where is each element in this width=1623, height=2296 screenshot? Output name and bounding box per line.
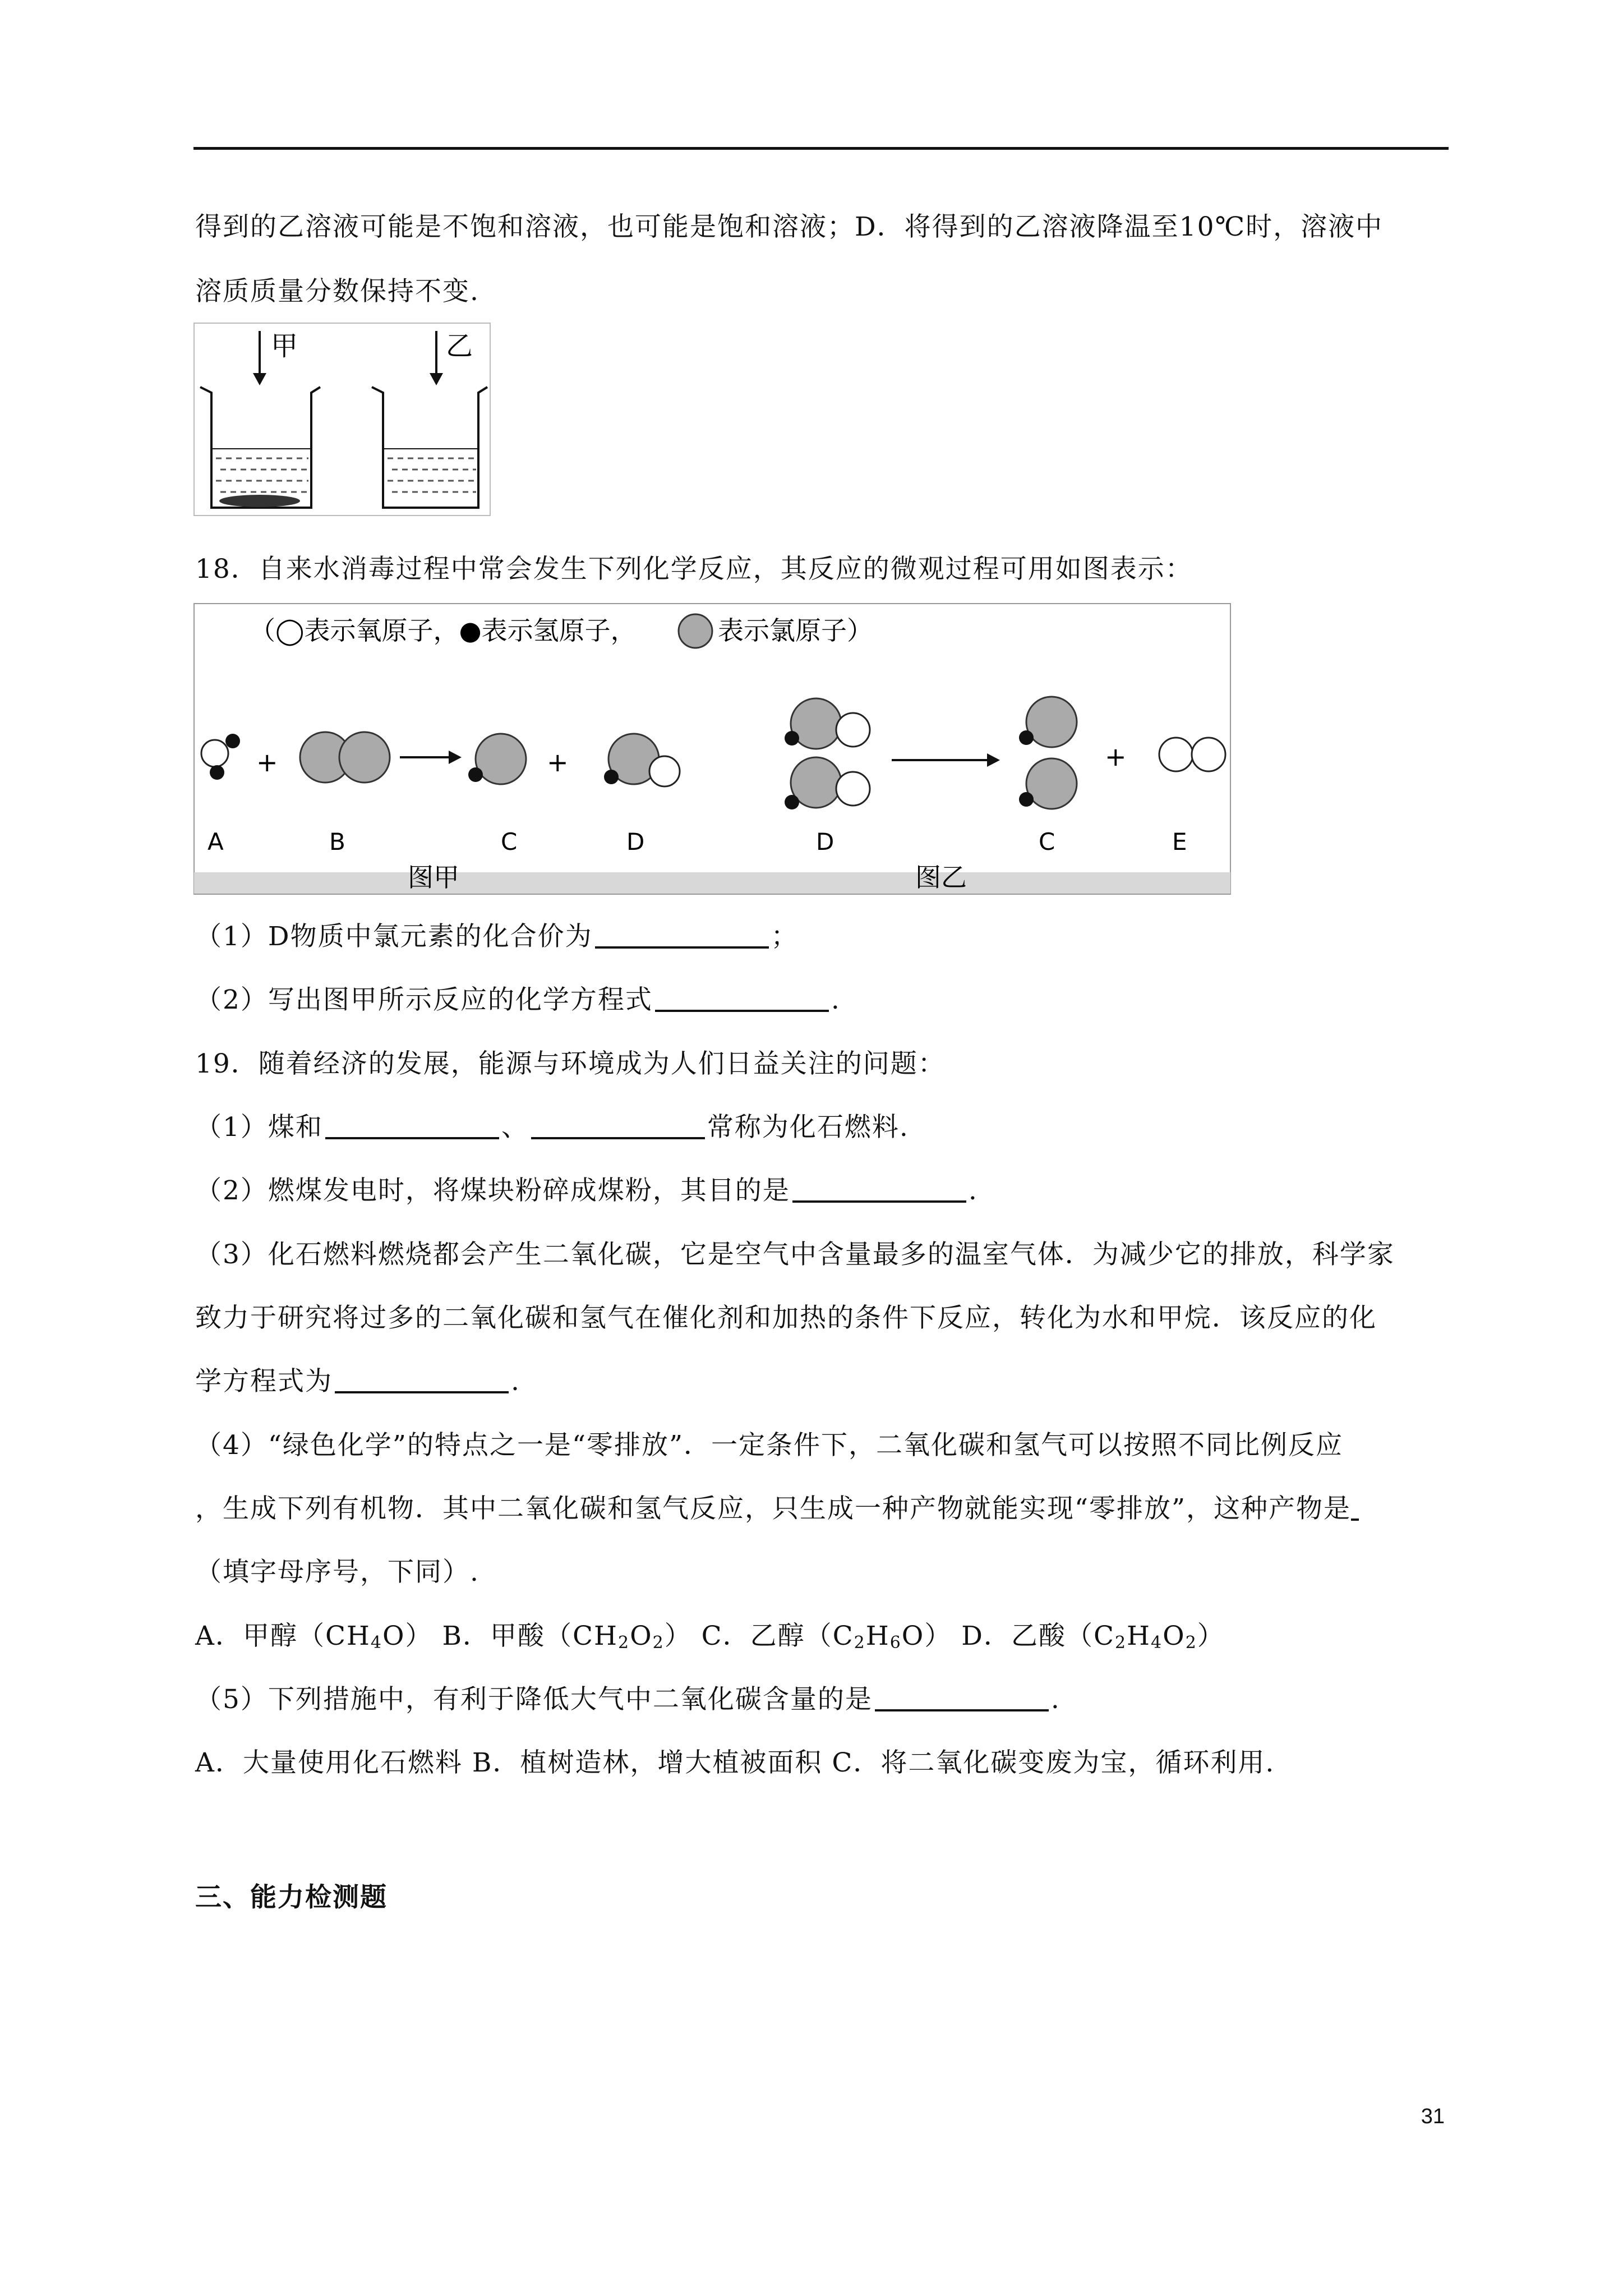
molecule-D-top (785, 698, 870, 749)
beaker-label-left: 甲 (271, 330, 298, 362)
molecule-E (1159, 738, 1225, 771)
q19-stem: 19．随着经济的发展，能源与环境成为人们日益关注的问题： (195, 1048, 946, 1079)
q19-sub4-line1: （4）“绿色化学”的特点之一是“零排放”．一定条件下，二氧化碳和氢气可以按照不同比例反应 (195, 1430, 1344, 1461)
svg-text:D: D (816, 828, 834, 855)
beaker-left (200, 387, 320, 508)
beaker-label-right: 乙 (446, 330, 473, 362)
q18-sub1: （1）D物质中氯元素的化合价为 ； (195, 921, 799, 952)
caption-fig-a: 图甲 (408, 862, 459, 892)
molecule-A (201, 734, 240, 780)
answer-blank[interactable] (792, 1176, 966, 1203)
intro-line-2: 溶质质量分数保持不变. (195, 276, 479, 307)
answer-blank[interactable] (875, 1685, 1049, 1711)
q19-sub2: （2）燃煤发电时，将煤块粉碎成煤粉，其目的是 . (195, 1175, 978, 1206)
q18-sub2: （2）写出图甲所示反应的化学方程式 . (195, 984, 841, 1015)
svg-text:A: A (208, 828, 224, 855)
q19-sub3-line1: （3）化石燃料燃烧都会产生二氧化碳，它是空气中含量最多的温室气体．为减少它的排放，科学家 (195, 1239, 1395, 1270)
q19-sub4-line2: ，生成下列有机物．其中二氧化碳和氢气反应，只生成一种产物就能实现“零排放”，这种产物是 (195, 1492, 1359, 1526)
molecule-C-top (1019, 697, 1077, 747)
reaction-figure (193, 603, 1231, 895)
q19-sub4-line3: （填字母序号，下同）. (195, 1557, 479, 1588)
beaker-right (372, 387, 487, 508)
molecule-D-bottom (785, 757, 870, 809)
q19-options: A．甲醇$(CH_4O)$ B．甲酸$(CH_2O_2)$ C．乙醇$(C_2H_6O)$ D．乙酸$(C_2H_4O_2)$ (195, 1621, 1225, 1653)
molecule-B (300, 732, 390, 783)
molecule-D (604, 734, 680, 786)
svg-text:E: E (1172, 828, 1187, 855)
header-rule (193, 147, 1449, 150)
beaker-figure (193, 323, 491, 516)
answer-blank[interactable] (325, 1112, 499, 1139)
caption-fig-b: 图乙 (915, 862, 967, 892)
page-number: 31 (1421, 2105, 1445, 2128)
q19-sub5: （5）下列措施中，有利于降低大气中二氧化碳含量的是 . (195, 1684, 1061, 1715)
answer-blank[interactable] (531, 1112, 705, 1139)
svg-text:+: + (256, 747, 278, 777)
svg-text:B: B (329, 828, 345, 855)
molecule-C-bottom (1019, 758, 1077, 809)
q19-sub1: （1）煤和 、 常称为化石燃料. (195, 1112, 909, 1143)
answer-blank[interactable] (595, 922, 769, 949)
svg-text:+: + (547, 747, 569, 777)
answer-blank[interactable] (1351, 1494, 1359, 1521)
q19-sub5-options: A．大量使用化石燃料 B．植树造林，增大植被面积 C．将二氧化碳变废为宝，循环利用. (195, 1747, 1275, 1778)
intro-line-1: 得到的乙溶液可能是不饱和溶液，也可能是饱和溶液；D．将得到的乙溶液降温至10℃时，溶液中 (195, 211, 1384, 242)
svg-text:+: + (1105, 742, 1127, 772)
chlorine-legend-icon (679, 614, 712, 648)
q18-stem: 18．自来水消毒过程中常会发生下列化学反应，其反应的微观过程可用如图表示： (195, 554, 1193, 585)
svg-text:C: C (501, 828, 518, 855)
reaction-legend: （◯表示氧原子，●表示氢原子， (250, 615, 637, 646)
svg-text:C: C (1039, 828, 1055, 855)
answer-blank[interactable] (655, 985, 829, 1012)
q19-sub3-line3: 学方程式为 . (195, 1366, 520, 1397)
answer-blank[interactable] (335, 1366, 509, 1393)
reaction-legend-tail: 表示氯原子） (718, 615, 873, 646)
q19-sub3-line2: 致力于研究将过多的二氧化碳和氢气在催化剂和加热的条件下反应，转化为水和甲烷．该反应的化 (195, 1303, 1377, 1333)
molecule-C (468, 734, 526, 784)
section-3-heading: 三、能力检测题 (195, 1882, 388, 1913)
svg-text:D: D (626, 828, 645, 855)
